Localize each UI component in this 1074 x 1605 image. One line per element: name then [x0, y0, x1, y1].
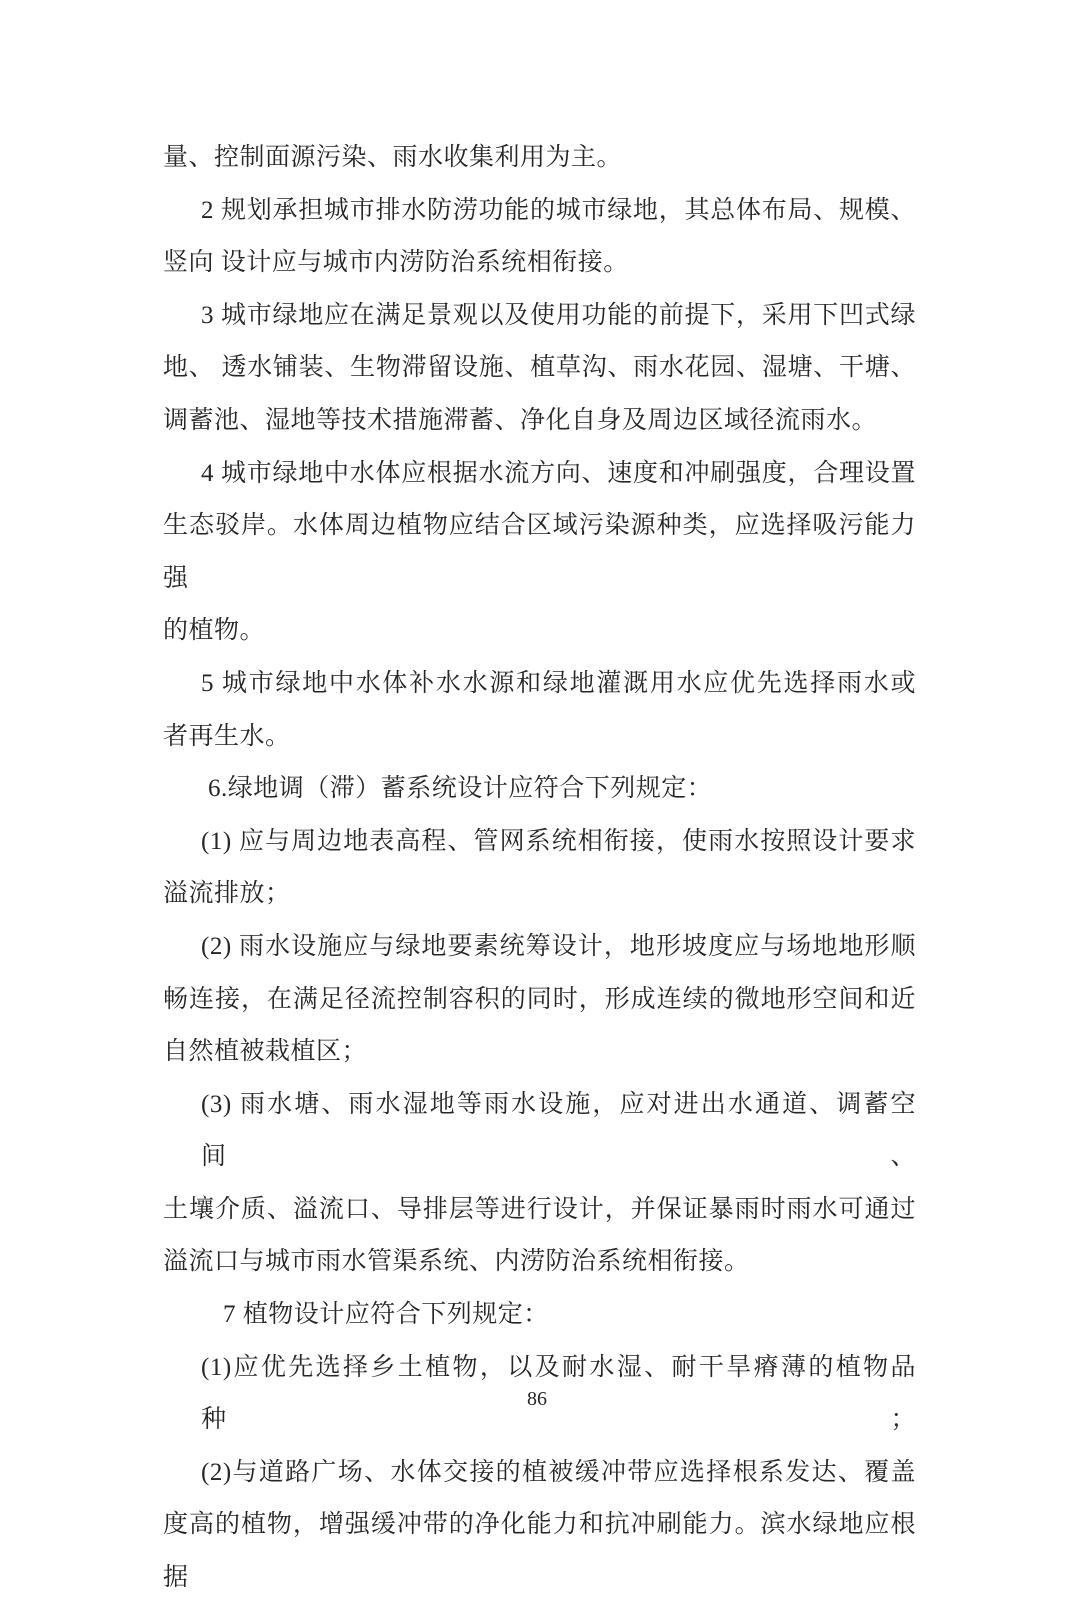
text-line: (3) 雨水塘、雨水湿地等雨水设施，应对进出水通道、调蓄空间、 — [201, 1090, 916, 1171]
document-body — [163, 132, 916, 1605]
text-line: 竖向 设计应与城市内涝防治系统相衔接。 — [163, 249, 629, 277]
text-line: 地、 透水铺装、生物滞留设施、植草沟、雨水花园、湿塘、干塘、 — [163, 354, 916, 382]
text-line: 3 城市绿地应在满足景观以及使用功能的前提下，采用下凹式绿 — [201, 301, 916, 329]
text-line: (1) 应与周边地表高程、管网系统相衔接，使雨水按照设计要求 — [201, 827, 916, 855]
page-number: 86 — [527, 1388, 547, 1410]
text-line: 调蓄池、湿地等技术措施滞蓄、净化自身及周边区域径流雨水。 — [163, 406, 878, 434]
text-line: 6.绿地调（滞）蓄系统设计应符合下列规定： — [208, 775, 713, 803]
text-line: 自然植被栽植区； — [163, 1038, 368, 1066]
text-line: (1)应优先选择乡土植物，以及耐水湿、耐干旱瘠薄的植物品种； — [201, 1353, 916, 1434]
text-line: 5 城市绿地中水体补水水源和绿地灌溉用水应优先选择雨水或 — [201, 669, 916, 697]
text-line: (2)与道路广场、水体交接的植被缓冲带应选择根系发达、覆盖 — [201, 1458, 916, 1486]
text-line: 4 城市绿地中水体应根据水流方向、速度和冲刷强度，合理设置 — [201, 459, 916, 487]
text-line: 者再生水。 — [163, 722, 291, 750]
text-line: 7 植物设计应符合下列规定： — [223, 1301, 549, 1329]
text-line: (2) 雨水设施应与绿地要素统筹设计，地形坡度应与场地地形顺 — [201, 932, 916, 960]
text-line: 生态驳岸。水体周边植物应结合区域污染源种类，应选择吸污能力强 — [163, 512, 916, 592]
text-line: 量、控制面源污染、雨水收集利用为主。 — [163, 144, 623, 171]
text-line: 溢流口与城市雨水管渠系统、内涝防治系统相衔接。 — [163, 1248, 750, 1276]
text-line: 度高的植物，增强缓冲带的净化能力和抗冲刷能力。滨水绿地应根据 — [163, 1511, 916, 1592]
text-line: 的植物。 — [163, 617, 266, 645]
text-line: 溢流排放； — [163, 880, 291, 908]
text-line: 2 规划承担城市排水防涝功能的城市绿地，其总体布局、规模、 — [201, 196, 916, 224]
text-line: 畅连接，在满足径流控制容积的同时，形成连续的微地形空间和近 — [163, 985, 916, 1013]
text-line: 土壤介质、溢流口、导排层等进行设计，并保证暴雨时雨水可通过 — [163, 1195, 916, 1223]
